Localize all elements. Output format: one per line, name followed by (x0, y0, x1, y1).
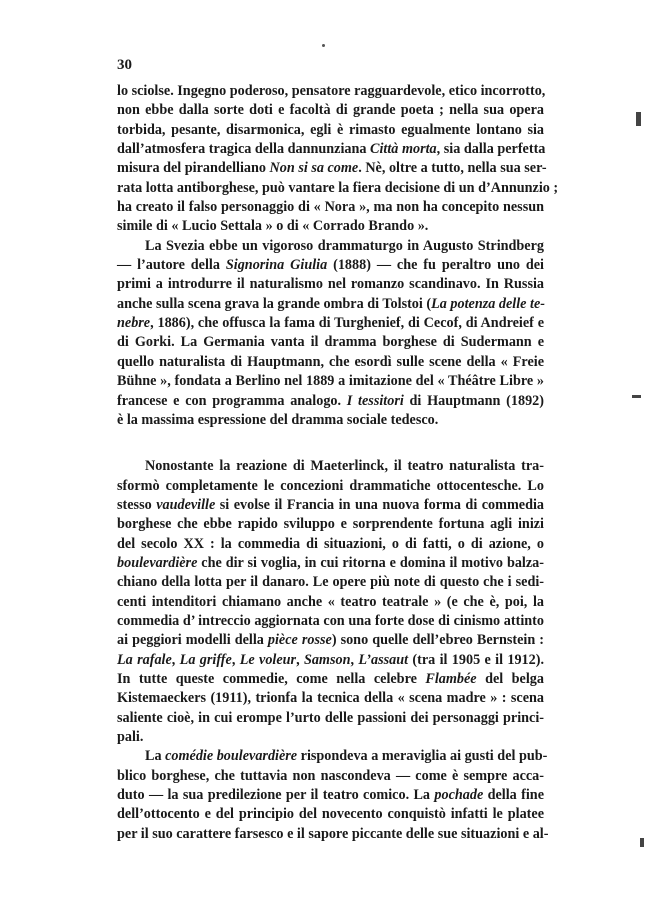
text-span: stesso (117, 496, 157, 513)
text-span: Nonostante la reazione di Maeterlinck, il teatro naturalista tra- (145, 458, 544, 475)
text-line (117, 121, 544, 140)
text-span: simile di « Lucio Settala » o di « Corrado Brando ». (117, 218, 429, 235)
text-line (117, 728, 544, 747)
italic-span: comédie boulevardière (165, 748, 298, 765)
paragraph (117, 747, 549, 844)
italic-span: Le voleur (239, 651, 297, 668)
text-line (117, 101, 544, 120)
text-line (117, 237, 544, 256)
italic-span: La potenza delle te- (431, 295, 545, 312)
text-line (117, 535, 544, 554)
text-line (117, 333, 544, 352)
text-span: centi intenditori chiamano anche « teatro teatrale » (e che è, poi, la (117, 593, 544, 610)
text-span: del belga (476, 670, 544, 687)
italic-span: nebre (117, 315, 151, 332)
text-line (117, 198, 544, 217)
text-line (117, 372, 544, 391)
text-span: rispondeva a meraviglia ai gusti del pub- (297, 748, 548, 765)
text-line (117, 256, 544, 275)
text-span: , 1886), che offusca la fama di Turghenief, di Cecof, di Andreief e (150, 315, 544, 332)
text-span: della fine (483, 787, 544, 804)
text-line (117, 767, 544, 786)
text-span: dell’ottocento e del principio del novecento conquistò infatti le platee (117, 806, 544, 823)
text-span: Kistemaeckers (1911), trionfa la tecnica della « scena madre » : scena (117, 690, 544, 707)
text-span: , sia dalla perfetta (436, 141, 546, 158)
text-span: ai peggiori modelli della (117, 632, 268, 649)
margin-mark (636, 112, 641, 126)
italic-span: pochade (434, 787, 484, 804)
text-span: , (171, 651, 180, 668)
text-line (117, 593, 544, 612)
text-span: saliente cioè, in cui erompe l’urto delle passioni dei personaggi princi- (117, 709, 544, 726)
text-line (117, 709, 544, 728)
text-span: La Svezia ebbe un vigoroso drammaturgo in Augusto Strindberg (145, 237, 544, 254)
italic-span: La griffe (179, 651, 232, 668)
text-span: si evolse il Francia in una nuova forma di commedia (215, 496, 545, 513)
text-span: ha creato il falso personaggio di « Nora », ma non ha concepito nessun (117, 199, 544, 216)
margin-mark (640, 838, 644, 847)
paragraph (117, 82, 559, 237)
text-line (117, 612, 544, 631)
body-text (117, 82, 559, 844)
text-span: . Nè, oltre a tutto, nella sua ser- (358, 160, 547, 177)
italic-span: Samson (303, 651, 351, 668)
page-number: 30 (117, 57, 132, 73)
italic-span: Signorina Giulia (225, 257, 328, 274)
text-span: La (145, 748, 166, 765)
text-span: , (231, 651, 240, 668)
text-span: dall’atmosfera tragica della dannunziana (117, 141, 371, 158)
text-line (117, 689, 544, 708)
paragraph (117, 237, 544, 430)
text-span: pali. (117, 729, 144, 745)
text-line (117, 477, 544, 496)
text-line (117, 747, 548, 766)
italic-span: La rafale (117, 651, 172, 668)
text-span: non ebbe dalla sorte doti e facoltà di grande poeta ; nella sua opera (117, 102, 544, 119)
text-line (117, 82, 544, 101)
text-span: lo sciolse. Ingegno poderoso, pensatore ragguardevole, etico incorrotto, (117, 83, 546, 99)
text-line (117, 314, 544, 333)
text-line (117, 392, 544, 411)
text-span: di Gorki. La Germania vanta il dramma borghese di Sudermann e (117, 334, 544, 351)
text-span: borghese che ebbe rapido sviluppo e sorprendente fortuna agli inizi (117, 516, 544, 533)
text-line (117, 825, 549, 844)
text-line (117, 786, 544, 805)
text-line (117, 159, 547, 178)
text-span: rata lotta antiborghese, può vantare la fiera decisione di un d’Annunzio ; (117, 179, 559, 196)
text-span: commedia d’ intreccio aggiornata con una forte dose di cinismo attinto (117, 612, 544, 629)
text-line (117, 140, 544, 159)
text-line (117, 179, 559, 198)
text-span: chiano della lotta per il danaro. Le opere più note di questo che i sedi- (117, 574, 544, 591)
text-line (117, 275, 544, 294)
text-span: sformò completamente le concezioni drammatiche ottocentesche. Lo (117, 477, 544, 494)
text-span: è la massima espressione del dramma sociale tedesco. (117, 411, 439, 428)
text-line (117, 554, 544, 573)
text-span: di Hauptmann (1892) (403, 392, 544, 409)
italic-span: Flambée (425, 670, 477, 687)
text-line (117, 573, 544, 592)
text-line (117, 805, 544, 824)
italic-span: pièce rosse (267, 632, 332, 649)
italic-span: I tessitori (346, 392, 404, 409)
text-span: per il suo carattere farsesco e il sapore piccante delle sue situazioni e al- (117, 825, 549, 842)
text-span: , (296, 651, 304, 668)
paragraph-gap (117, 430, 544, 457)
print-speck (322, 44, 325, 47)
text-span: che dir si voglia, in cui ritorna e domina il motivo balza- (197, 554, 544, 571)
text-span: del secolo XX : la commedia di situazioni, o di fatti, o di azione, o (117, 535, 544, 552)
text-line (117, 515, 544, 534)
margin-mark (632, 395, 641, 398)
text-line (117, 496, 544, 515)
paragraph (117, 457, 544, 747)
text-span: duto — la sua predilezione per il teatro comico. La (117, 787, 435, 804)
text-span: — l’autore della (117, 257, 226, 274)
text-span: blico borghese, che tuttavia non nascondeva — come è sempre acca- (117, 767, 544, 784)
text-span: anche sulla scena grava la grande ombra di Tolstoi ( (117, 295, 432, 312)
italic-span: Città morta (370, 141, 437, 158)
text-line (117, 411, 544, 430)
text-span: ) sono quelle dell’ebreo Bernstein : (331, 632, 544, 649)
italic-span: Non si sa come (269, 160, 359, 177)
text-span: , (350, 651, 359, 668)
text-line (117, 670, 544, 689)
text-line (117, 457, 544, 476)
italic-span: vaudeville (156, 496, 216, 513)
text-span: misura del pirandelliano (117, 160, 270, 177)
text-line (117, 651, 544, 670)
text-span: Bühne », fondata a Berlino nel 1889 a imitazione del « Théâtre Libre » (117, 373, 544, 390)
text-line (117, 295, 544, 314)
text-span: (tra il 1905 e il 1912). (408, 651, 545, 668)
text-span: francese e con programma analogo. (117, 392, 347, 409)
italic-span: boulevardière (117, 554, 198, 571)
italic-span: L’assaut (358, 651, 409, 668)
text-line (117, 353, 544, 372)
text-line (117, 631, 544, 650)
text-span: quello naturalista di Hauptmann, che esordì sulle scene della « Freie (117, 353, 544, 370)
text-line (117, 217, 544, 236)
text-span: In tutte queste commedie, come nella celebre (117, 670, 426, 687)
text-span: (1888) — che fu peraltro uno dei (327, 257, 545, 274)
text-span: torbida, pesante, disarmonica, egli è rimasto egualmente lontano sia (117, 121, 544, 138)
text-span: primi a introdurre il naturalismo nel romanzo scandinavo. In Russia (117, 276, 544, 293)
